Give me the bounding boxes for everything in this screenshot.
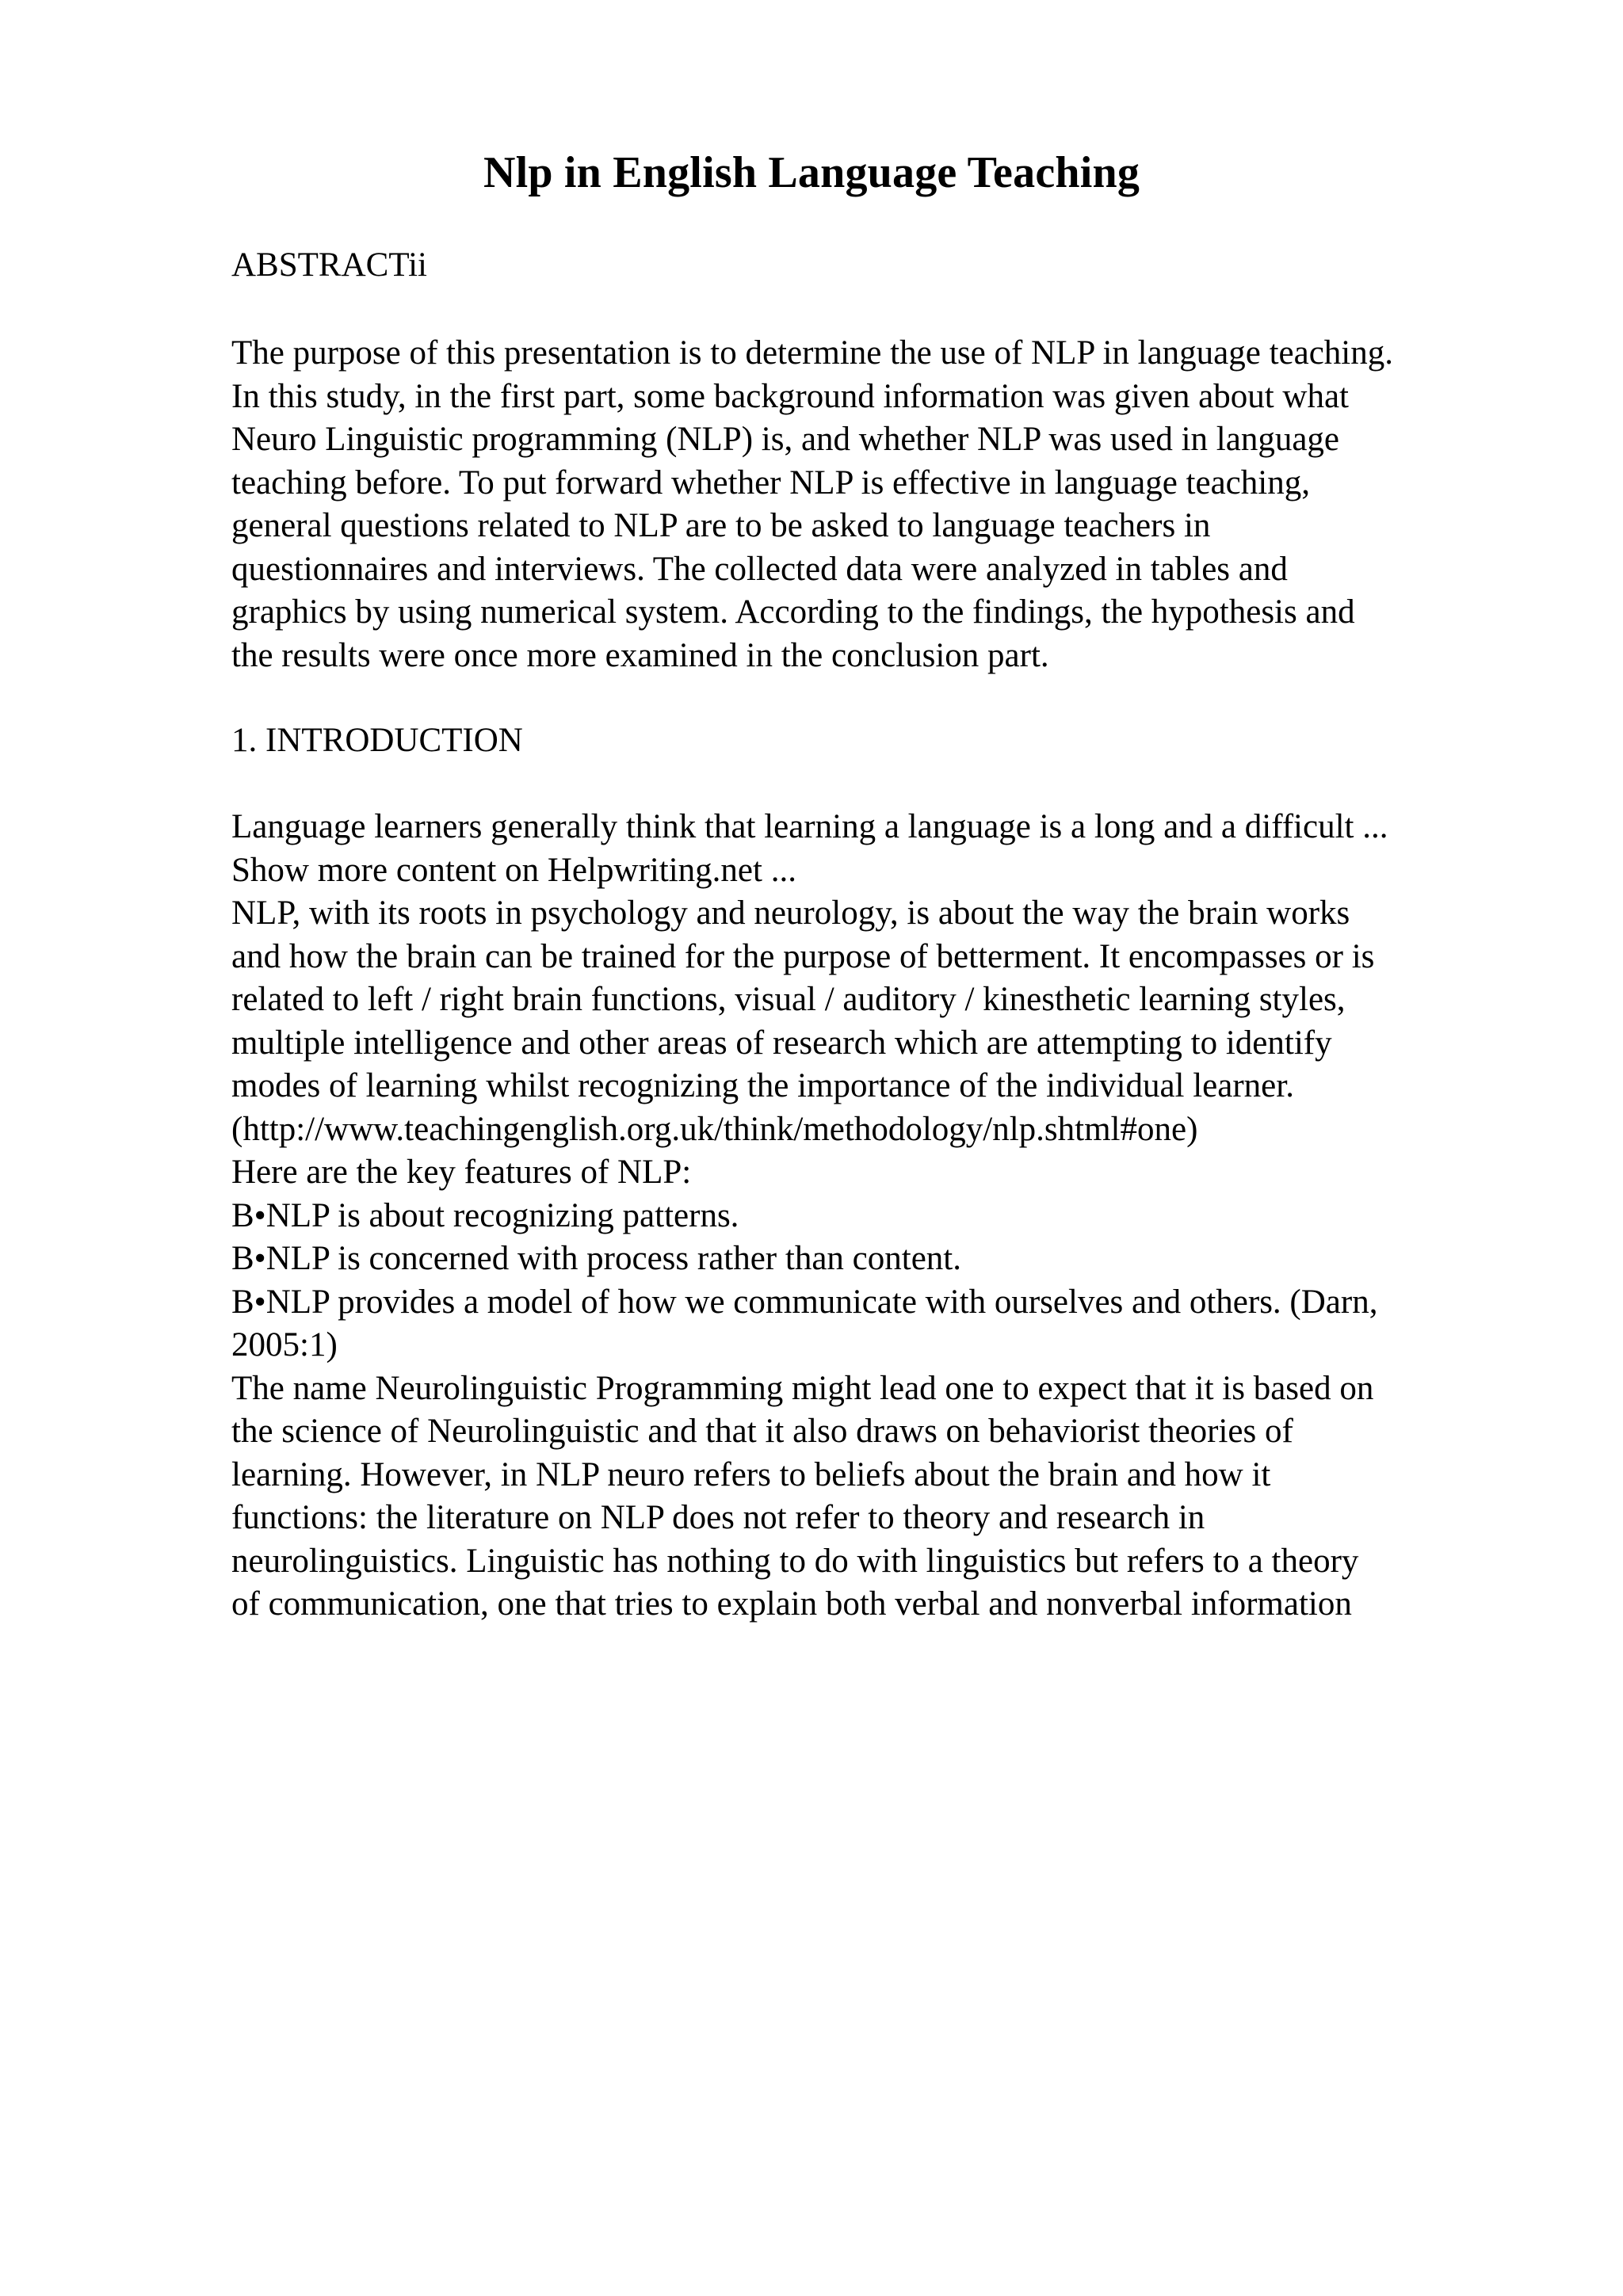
- features-citation: 2005:1): [231, 1326, 338, 1363]
- paragraph-line: learning. However, in NLP neuro refers to beliefs about the brain and how it: [231, 1455, 1271, 1493]
- paragraph-line: NLP, with its roots in psychology and neurology, is about the way the brain works: [231, 894, 1350, 932]
- introduction-teaser: Language learners generally think that learning a language is a long and a difficult ...: [231, 808, 1388, 845]
- introduction-body: [231, 806, 1579, 1627]
- paragraph-line: multiple intelligence and other areas of research which are attempting to identify: [231, 1024, 1332, 1062]
- abstract-label: ABSTRACTii: [231, 246, 427, 284]
- abstract-line: questionnaires and interviews. The collected data were analyzed in tables and: [231, 550, 1288, 588]
- paragraph-line: functions: the literature on NLP does not refer to theory and research in: [231, 1499, 1205, 1536]
- source-url: [231, 1108, 1579, 1152]
- paragraph-line: and how the brain can be trained for the purpose of betterment. It encompasses or is: [231, 937, 1375, 975]
- paragraph-line: the science of Neurolinguistic and that it also draws on behaviorist theories of: [231, 1413, 1293, 1450]
- feature-item: B•NLP is concerned with process rather than content.: [231, 1240, 961, 1277]
- paragraph-line: The name Neurolinguistic Programming might lead one to expect that it is based on: [231, 1369, 1374, 1407]
- introduction-heading: 1. INTRODUCTION: [231, 722, 523, 759]
- abstract-line: general questions related to NLP are to be asked to language teachers in: [231, 507, 1211, 544]
- abstract-paragraph: [231, 332, 1579, 677]
- paragraph-line: modes of learning whilst recognizing the importance of the individual learner.: [231, 1067, 1294, 1104]
- features-intro: Here are the key features of NLP:: [231, 1154, 692, 1191]
- feature-item: B•NLP provides a model of how we communicate with ourselves and others. (Darn,: [231, 1283, 1378, 1321]
- abstract-line: teaching before. To put forward whether NLP is effective in language teaching,: [231, 463, 1310, 502]
- source-url-link[interactable]: (http://www.teachingenglish.org.uk/think/methodology/nlp.shtml#one): [231, 1110, 1198, 1148]
- abstract-line: The purpose of this presentation is to determine the use of NLP in language teaching.: [231, 334, 1393, 372]
- paragraph-line: related to left / right brain functions, visual / auditory / kinesthetic learning styles,: [231, 981, 1346, 1018]
- document-title: Nlp in English Language Teaching: [483, 148, 1140, 197]
- abstract-line: the results were once more examined in the conclusion part.: [231, 636, 1049, 674]
- show-more-link[interactable]: Show more content on Helpwriting.net ...: [231, 851, 796, 889]
- feature-item: B•NLP is about recognizing patterns.: [231, 1196, 739, 1234]
- abstract-line: Neuro Linguistic programming (NLP) is, and whether NLP was used in language: [231, 421, 1340, 458]
- abstract-line: graphics by using numerical system. According to the findings, the hypothesis and: [231, 593, 1355, 631]
- paragraph-line: of communication, one that tries to explain both verbal and nonverbal information: [231, 1585, 1352, 1623]
- abstract-line: In this study, in the first part, some background information was given about what: [231, 377, 1349, 415]
- paragraph-line: neurolinguistics. Linguistic has nothing to do with linguistics but refers to a theory: [231, 1542, 1359, 1580]
